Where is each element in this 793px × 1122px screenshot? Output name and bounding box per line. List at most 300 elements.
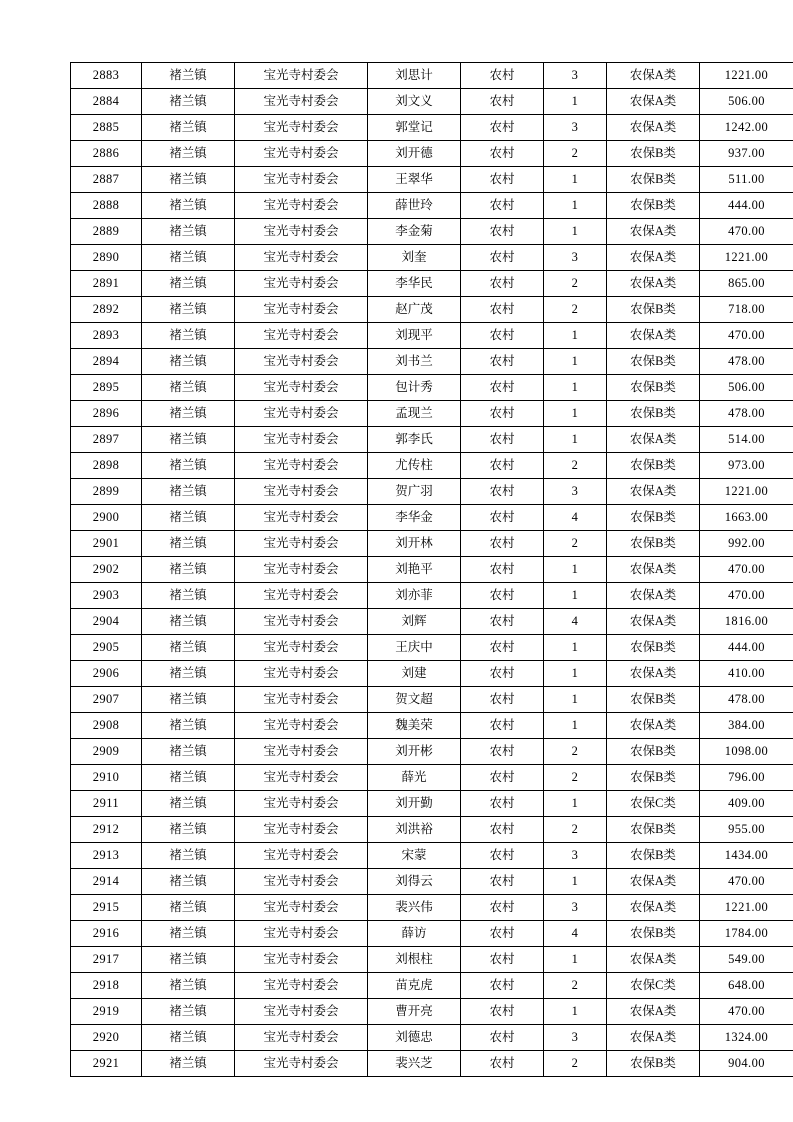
cell-id: 2884 — [71, 89, 142, 115]
cell-village: 宝光寺村委会 — [235, 323, 368, 349]
table-row — [71, 219, 793, 245]
cell-person-count: 3 — [544, 1025, 607, 1051]
cell-category: 农保B类 — [607, 687, 700, 713]
cell-id: 2918 — [71, 973, 142, 999]
cell-person-count: 1 — [544, 869, 607, 895]
cell-category: 农保A类 — [607, 1025, 700, 1051]
cell-household-type: 农村 — [461, 739, 544, 765]
cell-name: 包计秀 — [368, 375, 461, 401]
cell-amount: 470.00 — [700, 219, 793, 245]
cell-name: 李华民 — [368, 271, 461, 297]
cell-person-count: 2 — [544, 739, 607, 765]
cell-village: 宝光寺村委会 — [235, 375, 368, 401]
table-row — [71, 635, 793, 661]
cell-town: 褚兰镇 — [142, 687, 235, 713]
cell-household-type: 农村 — [461, 297, 544, 323]
cell-name: 尤传柱 — [368, 453, 461, 479]
cell-category: 农保B类 — [607, 141, 700, 167]
cell-household-type: 农村 — [461, 817, 544, 843]
cell-amount: 1221.00 — [700, 479, 793, 505]
cell-village: 宝光寺村委会 — [235, 609, 368, 635]
cell-household-type: 农村 — [461, 479, 544, 505]
cell-person-count: 1 — [544, 193, 607, 219]
cell-id: 2892 — [71, 297, 142, 323]
cell-category: 农保B类 — [607, 297, 700, 323]
cell-name: 孟现兰 — [368, 401, 461, 427]
cell-person-count: 1 — [544, 349, 607, 375]
cell-village: 宝光寺村委会 — [235, 999, 368, 1025]
cell-id: 2903 — [71, 583, 142, 609]
cell-town: 褚兰镇 — [142, 895, 235, 921]
cell-household-type: 农村 — [461, 1051, 544, 1077]
cell-household-type: 农村 — [461, 713, 544, 739]
cell-category: 农保A类 — [607, 115, 700, 141]
cell-village: 宝光寺村委会 — [235, 947, 368, 973]
cell-household-type: 农村 — [461, 921, 544, 947]
cell-amount: 1098.00 — [700, 739, 793, 765]
cell-id: 2919 — [71, 999, 142, 1025]
cell-name: 王翠华 — [368, 167, 461, 193]
cell-village: 宝光寺村委会 — [235, 869, 368, 895]
cell-village: 宝光寺村委会 — [235, 843, 368, 869]
cell-name: 曹开亮 — [368, 999, 461, 1025]
cell-town: 褚兰镇 — [142, 557, 235, 583]
cell-amount: 1221.00 — [700, 63, 793, 89]
table-row — [71, 817, 793, 843]
cell-town: 褚兰镇 — [142, 661, 235, 687]
cell-town: 褚兰镇 — [142, 609, 235, 635]
cell-household-type: 农村 — [461, 245, 544, 271]
table-body — [71, 63, 793, 1077]
cell-id: 2914 — [71, 869, 142, 895]
cell-category: 农保A类 — [607, 479, 700, 505]
cell-id: 2909 — [71, 739, 142, 765]
cell-name: 刘洪裕 — [368, 817, 461, 843]
cell-id: 2905 — [71, 635, 142, 661]
cell-category: 农保B类 — [607, 193, 700, 219]
cell-name: 贺广羽 — [368, 479, 461, 505]
cell-amount: 648.00 — [700, 973, 793, 999]
cell-household-type: 农村 — [461, 791, 544, 817]
cell-person-count: 1 — [544, 947, 607, 973]
cell-id: 2917 — [71, 947, 142, 973]
cell-village: 宝光寺村委会 — [235, 895, 368, 921]
cell-household-type: 农村 — [461, 427, 544, 453]
table-row — [71, 427, 793, 453]
cell-name: 刘艳平 — [368, 557, 461, 583]
cell-household-type: 农村 — [461, 271, 544, 297]
cell-name: 郭李氏 — [368, 427, 461, 453]
cell-id: 2888 — [71, 193, 142, 219]
table-row — [71, 947, 793, 973]
cell-town: 褚兰镇 — [142, 869, 235, 895]
cell-category: 农保B类 — [607, 739, 700, 765]
cell-household-type: 农村 — [461, 583, 544, 609]
cell-category: 农保A类 — [607, 869, 700, 895]
cell-amount: 410.00 — [700, 661, 793, 687]
cell-household-type: 农村 — [461, 557, 544, 583]
cell-town: 褚兰镇 — [142, 89, 235, 115]
cell-name: 郭堂记 — [368, 115, 461, 141]
cell-household-type: 农村 — [461, 687, 544, 713]
cell-amount: 384.00 — [700, 713, 793, 739]
cell-category: 农保B类 — [607, 635, 700, 661]
cell-household-type: 农村 — [461, 869, 544, 895]
cell-person-count: 2 — [544, 453, 607, 479]
table-row — [71, 115, 793, 141]
cell-person-count: 1 — [544, 661, 607, 687]
cell-id: 2901 — [71, 531, 142, 557]
cell-person-count: 3 — [544, 115, 607, 141]
cell-id: 2907 — [71, 687, 142, 713]
cell-category: 农保A类 — [607, 89, 700, 115]
cell-amount: 796.00 — [700, 765, 793, 791]
cell-name: 刘开彬 — [368, 739, 461, 765]
cell-town: 褚兰镇 — [142, 739, 235, 765]
cell-name: 贺文超 — [368, 687, 461, 713]
cell-category: 农保B类 — [607, 401, 700, 427]
cell-household-type: 农村 — [461, 947, 544, 973]
cell-town: 褚兰镇 — [142, 141, 235, 167]
table-row — [71, 297, 793, 323]
cell-id: 2883 — [71, 63, 142, 89]
table-row — [71, 401, 793, 427]
cell-person-count: 1 — [544, 323, 607, 349]
cell-amount: 718.00 — [700, 297, 793, 323]
cell-id: 2920 — [71, 1025, 142, 1051]
cell-town: 褚兰镇 — [142, 479, 235, 505]
cell-village: 宝光寺村委会 — [235, 687, 368, 713]
cell-category: 农保B类 — [607, 921, 700, 947]
cell-town: 褚兰镇 — [142, 635, 235, 661]
table-row — [71, 349, 793, 375]
cell-id: 2894 — [71, 349, 142, 375]
cell-person-count: 1 — [544, 219, 607, 245]
table-row — [71, 895, 793, 921]
cell-household-type: 农村 — [461, 505, 544, 531]
cell-name: 宋蒙 — [368, 843, 461, 869]
cell-village: 宝光寺村委会 — [235, 401, 368, 427]
cell-village: 宝光寺村委会 — [235, 583, 368, 609]
table-row — [71, 245, 793, 271]
cell-household-type: 农村 — [461, 375, 544, 401]
cell-id: 2908 — [71, 713, 142, 739]
cell-id: 2887 — [71, 167, 142, 193]
cell-name: 刘书兰 — [368, 349, 461, 375]
cell-id: 2916 — [71, 921, 142, 947]
cell-id: 2915 — [71, 895, 142, 921]
cell-town: 褚兰镇 — [142, 63, 235, 89]
cell-village: 宝光寺村委会 — [235, 271, 368, 297]
cell-village: 宝光寺村委会 — [235, 141, 368, 167]
table-row — [71, 271, 793, 297]
cell-person-count: 4 — [544, 505, 607, 531]
cell-amount: 478.00 — [700, 401, 793, 427]
cell-village: 宝光寺村委会 — [235, 297, 368, 323]
cell-name: 裴兴伟 — [368, 895, 461, 921]
cell-name: 刘奎 — [368, 245, 461, 271]
cell-amount: 470.00 — [700, 999, 793, 1025]
cell-household-type: 农村 — [461, 141, 544, 167]
cell-category: 农保A类 — [607, 999, 700, 1025]
cell-person-count: 1 — [544, 713, 607, 739]
cell-category: 农保A类 — [607, 271, 700, 297]
cell-amount: 470.00 — [700, 323, 793, 349]
cell-household-type: 农村 — [461, 765, 544, 791]
cell-town: 褚兰镇 — [142, 531, 235, 557]
cell-name: 刘亦菲 — [368, 583, 461, 609]
cell-id: 2904 — [71, 609, 142, 635]
cell-village: 宝光寺村委会 — [235, 63, 368, 89]
cell-category: 农保C类 — [607, 791, 700, 817]
cell-amount: 1324.00 — [700, 1025, 793, 1051]
cell-household-type: 农村 — [461, 1025, 544, 1051]
cell-town: 褚兰镇 — [142, 947, 235, 973]
cell-amount: 470.00 — [700, 557, 793, 583]
cell-village: 宝光寺村委会 — [235, 921, 368, 947]
table-row — [71, 869, 793, 895]
cell-category: 农保A类 — [607, 583, 700, 609]
cell-village: 宝光寺村委会 — [235, 765, 368, 791]
cell-town: 褚兰镇 — [142, 375, 235, 401]
cell-category: 农保A类 — [607, 323, 700, 349]
cell-town: 褚兰镇 — [142, 713, 235, 739]
cell-amount: 506.00 — [700, 375, 793, 401]
cell-category: 农保A类 — [607, 245, 700, 271]
cell-village: 宝光寺村委会 — [235, 453, 368, 479]
cell-category: 农保B类 — [607, 817, 700, 843]
table-row — [71, 1051, 793, 1077]
cell-village: 宝光寺村委会 — [235, 739, 368, 765]
cell-id: 2902 — [71, 557, 142, 583]
table-row — [71, 89, 793, 115]
cell-amount: 1242.00 — [700, 115, 793, 141]
cell-id: 2889 — [71, 219, 142, 245]
cell-amount: 1816.00 — [700, 609, 793, 635]
cell-amount: 514.00 — [700, 427, 793, 453]
cell-person-count: 1 — [544, 791, 607, 817]
cell-village: 宝光寺村委会 — [235, 661, 368, 687]
cell-id: 2913 — [71, 843, 142, 869]
cell-household-type: 农村 — [461, 115, 544, 141]
cell-town: 褚兰镇 — [142, 193, 235, 219]
cell-person-count: 2 — [544, 271, 607, 297]
cell-id: 2890 — [71, 245, 142, 271]
table-row — [71, 141, 793, 167]
cell-category: 农保A类 — [607, 427, 700, 453]
cell-person-count: 2 — [544, 973, 607, 999]
cell-village: 宝光寺村委会 — [235, 557, 368, 583]
table-row — [71, 973, 793, 999]
cell-amount: 865.00 — [700, 271, 793, 297]
cell-town: 褚兰镇 — [142, 427, 235, 453]
cell-person-count: 1 — [544, 635, 607, 661]
table-row — [71, 843, 793, 869]
cell-name: 薛光 — [368, 765, 461, 791]
cell-person-count: 1 — [544, 167, 607, 193]
cell-amount: 511.00 — [700, 167, 793, 193]
cell-category: 农保B类 — [607, 453, 700, 479]
cell-village: 宝光寺村委会 — [235, 973, 368, 999]
cell-amount: 1221.00 — [700, 245, 793, 271]
cell-town: 褚兰镇 — [142, 791, 235, 817]
cell-person-count: 1 — [544, 687, 607, 713]
cell-amount: 937.00 — [700, 141, 793, 167]
cell-id: 2897 — [71, 427, 142, 453]
cell-name: 刘开勤 — [368, 791, 461, 817]
cell-category: 农保C类 — [607, 973, 700, 999]
cell-name: 苗克虎 — [368, 973, 461, 999]
cell-name: 刘文义 — [368, 89, 461, 115]
table-row — [71, 713, 793, 739]
cell-id: 2896 — [71, 401, 142, 427]
cell-household-type: 农村 — [461, 453, 544, 479]
cell-person-count: 1 — [544, 375, 607, 401]
cell-name: 李华金 — [368, 505, 461, 531]
cell-id: 2893 — [71, 323, 142, 349]
cell-category: 农保B类 — [607, 505, 700, 531]
cell-name: 魏美荣 — [368, 713, 461, 739]
table-row — [71, 323, 793, 349]
cell-person-count: 2 — [544, 817, 607, 843]
cell-name: 刘开德 — [368, 141, 461, 167]
cell-id: 2912 — [71, 817, 142, 843]
cell-person-count: 2 — [544, 765, 607, 791]
cell-category: 农保B类 — [607, 765, 700, 791]
cell-town: 褚兰镇 — [142, 115, 235, 141]
cell-town: 褚兰镇 — [142, 297, 235, 323]
cell-amount: 1784.00 — [700, 921, 793, 947]
cell-household-type: 农村 — [461, 661, 544, 687]
cell-person-count: 4 — [544, 921, 607, 947]
cell-village: 宝光寺村委会 — [235, 167, 368, 193]
cell-person-count: 1 — [544, 427, 607, 453]
cell-amount: 506.00 — [700, 89, 793, 115]
table-row — [71, 791, 793, 817]
cell-id: 2891 — [71, 271, 142, 297]
cell-village: 宝光寺村委会 — [235, 245, 368, 271]
cell-town: 褚兰镇 — [142, 167, 235, 193]
cell-name: 刘现平 — [368, 323, 461, 349]
cell-name: 裴兴芝 — [368, 1051, 461, 1077]
cell-amount: 444.00 — [700, 635, 793, 661]
beneficiary-table — [70, 62, 793, 1077]
cell-id: 2900 — [71, 505, 142, 531]
cell-village: 宝光寺村委会 — [235, 505, 368, 531]
table-row — [71, 375, 793, 401]
cell-household-type: 农村 — [461, 167, 544, 193]
cell-household-type: 农村 — [461, 89, 544, 115]
cell-category: 农保A类 — [607, 219, 700, 245]
cell-name: 刘根柱 — [368, 947, 461, 973]
cell-amount: 1221.00 — [700, 895, 793, 921]
cell-household-type: 农村 — [461, 843, 544, 869]
cell-category: 农保A类 — [607, 947, 700, 973]
table-row — [71, 1025, 793, 1051]
table-row — [71, 609, 793, 635]
table-row — [71, 687, 793, 713]
cell-person-count: 1 — [544, 999, 607, 1025]
cell-town: 褚兰镇 — [142, 765, 235, 791]
cell-category: 农保B类 — [607, 843, 700, 869]
cell-amount: 470.00 — [700, 583, 793, 609]
cell-village: 宝光寺村委会 — [235, 427, 368, 453]
cell-person-count: 3 — [544, 63, 607, 89]
table-row — [71, 921, 793, 947]
cell-name: 刘建 — [368, 661, 461, 687]
cell-town: 褚兰镇 — [142, 271, 235, 297]
cell-person-count: 1 — [544, 557, 607, 583]
cell-name: 刘开林 — [368, 531, 461, 557]
table-row — [71, 557, 793, 583]
cell-id: 2910 — [71, 765, 142, 791]
cell-town: 褚兰镇 — [142, 999, 235, 1025]
cell-person-count: 4 — [544, 609, 607, 635]
table-row — [71, 167, 793, 193]
cell-person-count: 1 — [544, 401, 607, 427]
cell-amount: 1663.00 — [700, 505, 793, 531]
cell-household-type: 农村 — [461, 635, 544, 661]
cell-town: 褚兰镇 — [142, 1025, 235, 1051]
cell-village: 宝光寺村委会 — [235, 479, 368, 505]
cell-person-count: 1 — [544, 583, 607, 609]
cell-id: 2885 — [71, 115, 142, 141]
cell-person-count: 2 — [544, 1051, 607, 1077]
cell-name: 王庆中 — [368, 635, 461, 661]
cell-town: 褚兰镇 — [142, 843, 235, 869]
cell-town: 褚兰镇 — [142, 401, 235, 427]
cell-amount: 904.00 — [700, 1051, 793, 1077]
cell-name: 薛访 — [368, 921, 461, 947]
cell-person-count: 3 — [544, 843, 607, 869]
cell-village: 宝光寺村委会 — [235, 1025, 368, 1051]
cell-category: 农保A类 — [607, 63, 700, 89]
cell-person-count: 3 — [544, 245, 607, 271]
cell-amount: 478.00 — [700, 349, 793, 375]
cell-village: 宝光寺村委会 — [235, 713, 368, 739]
cell-name: 刘德忠 — [368, 1025, 461, 1051]
table-row — [71, 193, 793, 219]
cell-amount: 409.00 — [700, 791, 793, 817]
cell-village: 宝光寺村委会 — [235, 115, 368, 141]
table-row — [71, 765, 793, 791]
cell-person-count: 2 — [544, 297, 607, 323]
cell-village: 宝光寺村委会 — [235, 791, 368, 817]
cell-town: 褚兰镇 — [142, 245, 235, 271]
table-row — [71, 583, 793, 609]
cell-name: 刘得云 — [368, 869, 461, 895]
cell-village: 宝光寺村委会 — [235, 219, 368, 245]
cell-id: 2895 — [71, 375, 142, 401]
cell-category: 农保B类 — [607, 531, 700, 557]
cell-category: 农保A类 — [607, 713, 700, 739]
cell-id: 2898 — [71, 453, 142, 479]
cell-town: 褚兰镇 — [142, 817, 235, 843]
cell-id: 2911 — [71, 791, 142, 817]
cell-amount: 973.00 — [700, 453, 793, 479]
cell-household-type: 农村 — [461, 531, 544, 557]
cell-town: 褚兰镇 — [142, 505, 235, 531]
cell-category: 农保A类 — [607, 661, 700, 687]
cell-household-type: 农村 — [461, 999, 544, 1025]
cell-amount: 470.00 — [700, 869, 793, 895]
cell-amount: 992.00 — [700, 531, 793, 557]
cell-name: 刘思计 — [368, 63, 461, 89]
cell-person-count: 1 — [544, 89, 607, 115]
cell-town: 褚兰镇 — [142, 921, 235, 947]
cell-household-type: 农村 — [461, 63, 544, 89]
cell-household-type: 农村 — [461, 609, 544, 635]
